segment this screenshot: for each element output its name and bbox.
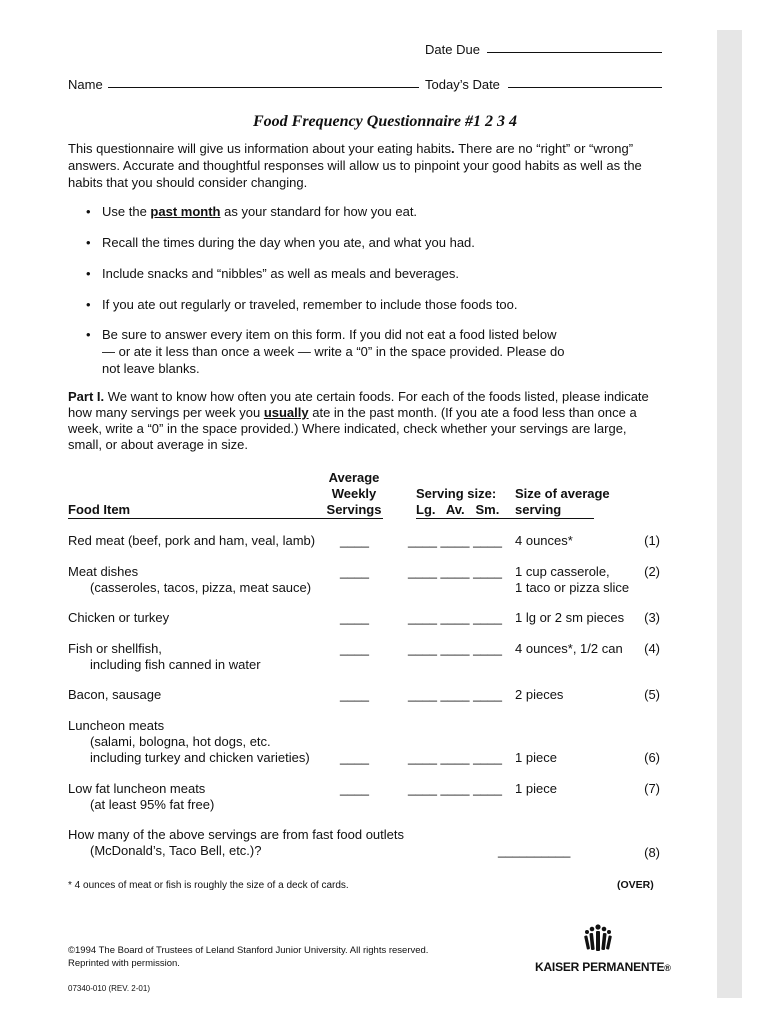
row-4-size-input[interactable]: ____ ____ ____ (408, 641, 502, 656)
bullet-2-text: Recall the times during the day when you ate, and what you had. (102, 235, 475, 250)
part1-text-a: We want to know how often you ate certain foods. For each of the foods listed, please indicate how many servings per week you (68, 389, 649, 420)
fast-food-number: (8) (644, 845, 660, 860)
bullet-dot: • (86, 204, 91, 219)
row-4-subtext: including fish canned in water (90, 657, 261, 672)
page-title: Food Frequency Questionnaire #1 2 3 4 (252, 113, 517, 130)
row-3-label (68, 610, 169, 626)
part1-paragraph (68, 389, 658, 453)
row-6-number: (6) (644, 750, 660, 765)
row-6-subtext-2: including turkey and chicken varieties) (90, 750, 310, 765)
avg-header-l2: Weekly (331, 486, 377, 501)
row-7-size: 1 piece (515, 781, 557, 796)
form-code: 07340-010 (REV. 2-01) (68, 984, 150, 993)
fast-food-question (68, 827, 404, 859)
row-6-text: Luncheon meats (68, 718, 165, 733)
serving-size-header: Serving size: (416, 486, 497, 501)
row-4-number: (4) (644, 641, 660, 656)
scrollbar-strip (717, 30, 742, 998)
avg-servings-header (318, 470, 390, 518)
intro-part1: This questionnaire will give us information about your eating habits (68, 141, 451, 156)
fast-food-line1: How many of the above servings are from fast food outlets (68, 827, 405, 842)
bullet-4-text: If you ate out regularly or traveled, remember to include those foods too. (102, 297, 518, 312)
kaiser-logo-text (535, 960, 671, 974)
intro-part2: . (451, 141, 459, 156)
date-due-field[interactable] (487, 52, 662, 53)
bullet-3 (86, 265, 646, 282)
row-5-number: (5) (644, 687, 660, 702)
row-6-servings-input[interactable]: ____ (340, 750, 369, 765)
logo-text: KAISER PERMANENTE (535, 960, 665, 974)
bullet-3-text: Include snacks and “nibbles” as well as meals and beverages. (102, 266, 459, 281)
row-1-size-input[interactable]: ____ ____ ____ (408, 533, 502, 548)
bullet-dot: • (86, 266, 91, 281)
bullet-2 (86, 234, 646, 251)
row-3-servings-input[interactable]: ____ (340, 610, 369, 625)
bullet-4 (86, 296, 646, 313)
row-3-number: (3) (644, 610, 660, 625)
header-rule-right (416, 518, 594, 519)
bullet-dot: • (86, 297, 91, 312)
todays-date-field[interactable] (508, 87, 662, 88)
intro-paragraph (68, 140, 668, 191)
row-7-label (68, 781, 214, 813)
row-1-label (68, 533, 315, 549)
bullet-5-line2: — or ate it less than once a week — write a “0” in the space provided. Please do (102, 344, 565, 359)
fast-food-line2: (McDonald’s, Taco Bell, etc.)? (90, 843, 262, 858)
bullet-1-pre: Use the (102, 204, 151, 219)
row-7-text: Low fat luncheon meats (68, 781, 206, 796)
row-7-size-input[interactable]: ____ ____ ____ (408, 781, 502, 796)
row-7-subtext: (at least 95% fat free) (90, 797, 215, 812)
row-2-servings-input[interactable]: ____ (340, 564, 369, 579)
avg-header-l1: Average (328, 470, 380, 485)
bullet-dot: • (86, 235, 91, 250)
fast-food-input[interactable]: __________ (498, 843, 571, 858)
bullet-5-line3: not leave blanks. (102, 361, 200, 376)
bullet-5 (86, 326, 646, 377)
row-6-size: 1 piece (515, 750, 557, 765)
row-4-label (68, 641, 261, 673)
bullet-1-post: as your standard for how you eat. (220, 204, 418, 219)
row-5-text: Bacon, sausage (68, 687, 162, 702)
over-label: (OVER) (617, 879, 654, 891)
size-avg-header-l2: serving (515, 502, 562, 517)
row-2-size (515, 564, 629, 596)
logo-registered-mark: ® (664, 963, 671, 973)
row-4-size: 4 ounces*, 1/2 can (515, 641, 623, 656)
food-item-header: Food Item (68, 502, 131, 517)
bullet-1-emph: past month (150, 204, 221, 219)
size-avg-header: Size of average (515, 486, 610, 501)
footnote: * 4 ounces of meat or fish is roughly the size of a deck of cards. (68, 880, 349, 891)
copyright-line2: Reprinted with permission. (68, 958, 180, 969)
row-3-text: Chicken or turkey (68, 610, 170, 625)
intro-part3: There are no “right” or “wrong” answers. Accurate and thoughtful responses will allow us to pinpoint your good habits as well as the habits that you should consider changing. (68, 141, 642, 190)
part1-label: Part I. (68, 389, 105, 404)
bullet-1 (86, 203, 646, 220)
row-2-size-l1: 1 cup casserole, (515, 564, 610, 579)
row-2-size-l2: 1 taco or pizza slice (515, 580, 630, 595)
row-3-size: 1 lg or 2 sm pieces (515, 610, 625, 625)
name-field[interactable] (108, 87, 419, 88)
row-1-servings-input[interactable]: ____ (340, 533, 369, 548)
kaiser-logo-icon (583, 924, 613, 957)
row-7-servings-input[interactable]: ____ (340, 781, 369, 796)
size-options-header: Lg. Av. Sm. (416, 502, 500, 517)
row-7-number: (7) (644, 781, 660, 796)
bullet-5-line1: Be sure to answer every item on this form. If you did not eat a food listed below (102, 327, 557, 342)
part1-text-b: ate in the past month. (If you ate a food less than once a week, write a “0” in the space provided.) Where indicated, check whether your servings are large, small, or about average in size. (68, 405, 637, 452)
row-3-size-input[interactable]: ____ ____ ____ (408, 610, 502, 625)
bullet-dot: • (86, 327, 91, 342)
row-2-label (68, 564, 311, 596)
row-5-size-input[interactable]: ____ ____ ____ (408, 687, 502, 702)
header-rule-left (68, 518, 383, 519)
row-5-size: 2 pieces (515, 687, 564, 702)
copyright-line1: ©1994 The Board of Trustees of Leland Stanford Junior University. All rights reserved. (68, 945, 429, 956)
row-1-number: (1) (644, 533, 660, 548)
row-2-subtext: (casseroles, tacos, pizza, meat sauce) (90, 580, 312, 595)
todays-date-label: Today’s Date (425, 77, 500, 92)
part1-emph: usually (263, 405, 309, 420)
date-due-label: Date Due (425, 42, 480, 57)
row-5-servings-input[interactable]: ____ (340, 687, 369, 702)
avg-header-l3: Servings (326, 502, 382, 517)
row-2-number: (2) (644, 564, 660, 579)
row-6-size-input[interactable]: ____ ____ ____ (408, 750, 502, 765)
row-6-subtext: (salami, bologna, hot dogs, etc. (90, 734, 271, 749)
name-label: Name (68, 77, 103, 92)
row-4-text: Fish or shellfish, (68, 641, 162, 656)
row-1-size: 4 ounces* (515, 533, 573, 548)
row-5-label (68, 687, 161, 703)
row-4-servings-input[interactable]: ____ (340, 641, 369, 656)
row-2-text: Meat dishes (68, 564, 139, 579)
row-2-size-input[interactable]: ____ ____ ____ (408, 564, 502, 579)
row-1-text: Red meat (beef, pork and ham, veal, lamb) (68, 533, 316, 548)
row-6-label (68, 718, 310, 766)
